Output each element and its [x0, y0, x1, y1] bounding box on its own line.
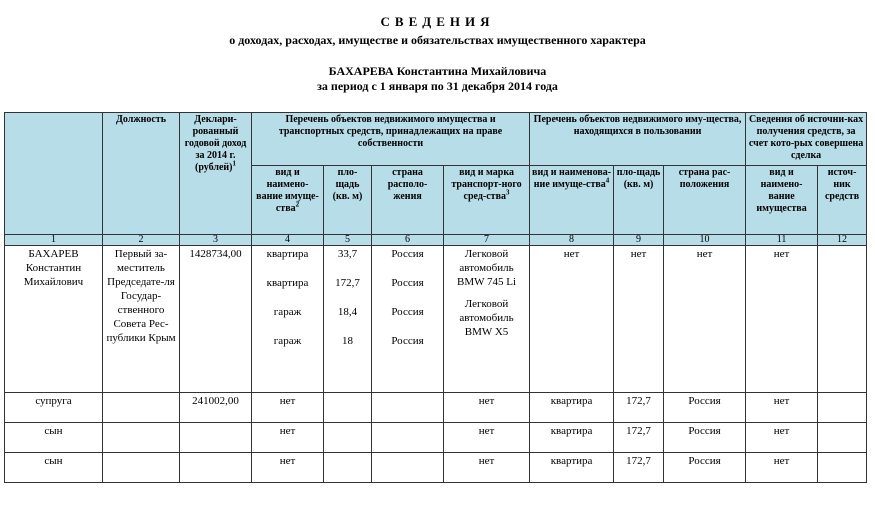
empty-cell [324, 453, 372, 483]
vehicle: нет [444, 423, 530, 453]
used-area: 172,7 [614, 393, 664, 423]
member-income [180, 453, 252, 483]
member-income: 241002,00 [180, 393, 252, 423]
empty-cell [324, 423, 372, 453]
declarant-position: Первый за-меститель Председате-ля Государ-ственного Совета Рес-публики Крым [103, 246, 180, 393]
table-row [5, 423, 867, 453]
owned-type: квартира [266, 248, 309, 260]
empty-cell [372, 393, 444, 423]
family-member: сын [5, 423, 103, 453]
header-position: Должность [103, 113, 180, 235]
empty-cell [372, 453, 444, 483]
header-src-source: источ-ник средств [818, 166, 867, 235]
empty-cell [818, 453, 867, 483]
used-type: квартира [530, 393, 614, 423]
person-name: БАХАРЕВА Константина Михайловича [328, 64, 547, 78]
column-number: 5 [324, 235, 372, 246]
header-owned-country: страна располо-жения [372, 166, 444, 235]
src-type: нет [746, 393, 818, 423]
column-number: 2 [103, 235, 180, 246]
header-src-type: вид и наимено-вание имущества [746, 166, 818, 235]
used-country: Россия [664, 423, 746, 453]
header-used-property: Перечень объектов недвижимого иму-щества, находящихся в пользовании [530, 113, 746, 166]
used-country: Россия [664, 393, 746, 423]
empty-cell [103, 393, 180, 423]
owned-type: нет [252, 453, 324, 483]
declaration-table [4, 112, 867, 483]
owned-type: гараж [273, 306, 302, 318]
family-member: супруга [5, 393, 103, 423]
column-number: 12 [818, 235, 867, 246]
owned-area: 172,7 [335, 277, 360, 289]
column-number: 11 [746, 235, 818, 246]
declarant-name: БАХАРЕВ Константин Михайлович [5, 246, 103, 393]
column-number: 10 [664, 235, 746, 246]
table-row [5, 393, 867, 423]
member-income [180, 423, 252, 453]
column-number: 3 [180, 235, 252, 246]
column-number: 8 [530, 235, 614, 246]
header-used-country: страна рас-положения [664, 166, 746, 235]
empty-cell [818, 393, 867, 423]
owned-type: гараж [273, 335, 302, 347]
used-area: 172,7 [614, 453, 664, 483]
header-owned-type: вид и наимено-вание имуще-ства$^2$ [252, 166, 324, 235]
owned-country: Россия [391, 306, 424, 318]
declarant-income: 1428734,00 [180, 246, 252, 393]
used-area: нет [614, 246, 664, 393]
vehicles-cell [444, 246, 530, 393]
empty-cell [103, 453, 180, 483]
used-area: 172,7 [614, 423, 664, 453]
header-used-type: вид и наименова-ние имуще-ства$^4$ [530, 166, 614, 235]
owned-country: Россия [391, 248, 424, 260]
header-funding-sources: Сведения об источни-ках получения средств, за счет кото-рых совершена сделка [746, 113, 867, 166]
header-used-area: пло-щадь (кв. м) [614, 166, 664, 235]
reporting-period: за период с 1 января по 31 декабря 2014 года [317, 79, 558, 93]
empty-cell [818, 423, 867, 453]
empty-cell [372, 423, 444, 453]
vehicle: нет [444, 453, 530, 483]
vehicle: нет [444, 393, 530, 423]
owned-countries-cell [372, 246, 444, 393]
owned-type: нет [252, 393, 324, 423]
header-owned-area: пло-щадь (кв. м) [324, 166, 372, 235]
document-subtitle: о доходах, расходах, имуществе и обязательствах имущественного характера [229, 33, 646, 47]
column-number: 1 [5, 235, 103, 246]
column-number: 9 [614, 235, 664, 246]
empty-cell [324, 393, 372, 423]
column-number: 7 [444, 235, 530, 246]
src-type: нет [746, 246, 818, 393]
document-title: СВЕДЕНИЯ [380, 14, 495, 29]
owned-country: Россия [391, 277, 424, 289]
used-country: Россия [664, 453, 746, 483]
header-name-cell [5, 113, 103, 235]
owned-area: 18 [342, 335, 353, 347]
used-type: нет [530, 246, 614, 393]
used-country: нет [664, 246, 746, 393]
table-row [5, 246, 867, 393]
header-vehicle: вид и марка транспорт-ного сред-ства$^3$ [444, 166, 530, 235]
owned-areas-cell [324, 246, 372, 393]
column-number: 6 [372, 235, 444, 246]
src-type: нет [746, 423, 818, 453]
used-type: квартира [530, 423, 614, 453]
owned-type: квартира [266, 277, 309, 289]
owned-area: 33,7 [337, 248, 358, 260]
header-income: Деклари-рованный годовой доход за 2014 г. (рублей)$^1$ [180, 113, 252, 235]
vehicle: Легковой автомобиль BMW X5 [459, 298, 514, 338]
family-member: сын [5, 453, 103, 483]
src-type: нет [746, 453, 818, 483]
table-row [5, 453, 867, 483]
used-type: квартира [530, 453, 614, 483]
vehicle: Легковой автомобиль BMW 745 Li [456, 248, 517, 288]
owned-type: нет [252, 423, 324, 453]
owned-area: 18,4 [337, 306, 358, 318]
column-number: 4 [252, 235, 324, 246]
empty-cell [103, 423, 180, 453]
src-source [818, 246, 867, 393]
header-owned-property: Перечень объектов недвижимого имущества и транспортных средств, принадлежащих на праве собственности [252, 113, 530, 166]
owned-types-cell [252, 246, 324, 393]
owned-country: Россия [391, 335, 424, 347]
